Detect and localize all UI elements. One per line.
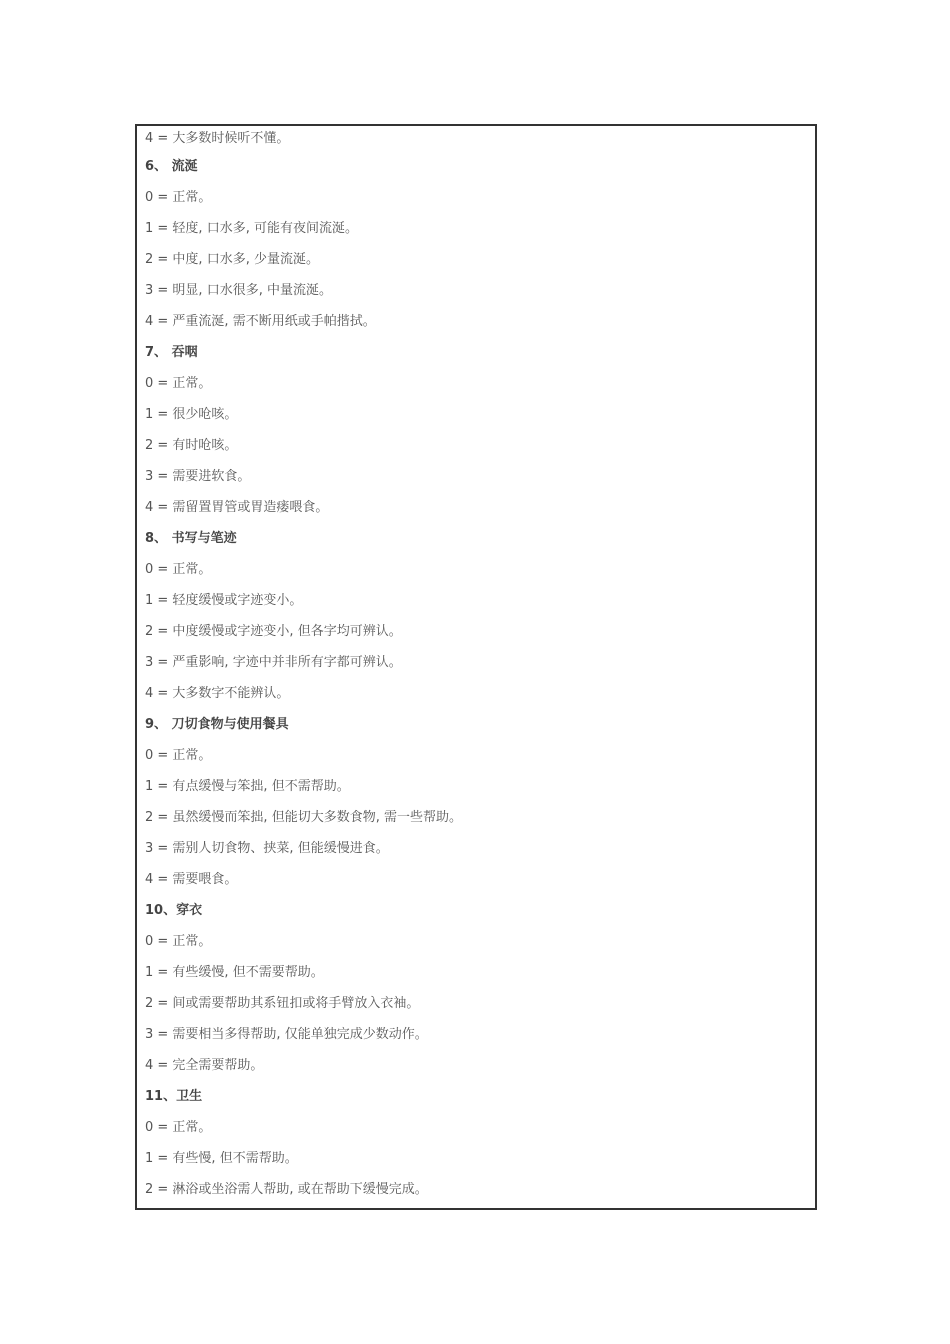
list-item: 0 = 正常。 bbox=[145, 190, 212, 205]
list-item: 1 = 有些缓慢, 但不需要帮助。 bbox=[145, 965, 324, 980]
list-item: 3 = 需要相当多得帮助, 仅能单独完成少数动作。 bbox=[145, 1027, 428, 1042]
list-item: 1 = 轻度, 口水多, 可能有夜间流涎。 bbox=[145, 221, 358, 236]
document-frame bbox=[135, 124, 817, 1210]
section-heading-swallowing: 7、 吞咽 bbox=[145, 345, 198, 360]
list-item: 4 = 需要喂食。 bbox=[145, 872, 238, 887]
list-item: 1 = 有些慢, 但不需帮助。 bbox=[145, 1151, 298, 1166]
list-item: 3 = 需要进软食。 bbox=[145, 469, 251, 484]
list-item: 3 = 严重影响, 字迹中并非所有字都可辨认。 bbox=[145, 655, 402, 670]
list-item: 3 = 明显, 口水很多, 中量流涎。 bbox=[145, 283, 332, 298]
list-item: 4 = 严重流涎, 需不断用纸或手帕揩拭。 bbox=[145, 314, 376, 329]
list-item: 1 = 有点缓慢与笨拙, 但不需帮助。 bbox=[145, 779, 350, 794]
list-item: 4 = 完全需要帮助。 bbox=[145, 1058, 264, 1073]
section-heading-cutting-food: 9、 刀切食物与使用餐具 bbox=[145, 717, 289, 732]
section-heading-hygiene: 11、卫生 bbox=[145, 1089, 203, 1104]
list-item: 4 = 需留置胃管或胃造瘘喂食。 bbox=[145, 500, 329, 515]
section-heading-dressing: 10、穿衣 bbox=[145, 903, 203, 918]
list-item: 0 = 正常。 bbox=[145, 934, 212, 949]
list-item: 2 = 中度, 口水多, 少量流涎。 bbox=[145, 252, 319, 267]
list-item: 2 = 虽然缓慢而笨拙, 但能切大多数食物, 需一些帮助。 bbox=[145, 810, 462, 825]
list-item: 2 = 有时呛咳。 bbox=[145, 438, 238, 453]
list-item: 3 = 需别人切食物、挟菜, 但能缓慢进食。 bbox=[145, 841, 389, 856]
section-heading-drooling: 6、 流涎 bbox=[145, 159, 198, 174]
document-content bbox=[145, 126, 807, 1208]
list-item: 4 = 大多数时候听不懂。 bbox=[145, 131, 290, 146]
list-item: 1 = 很少呛咳。 bbox=[145, 407, 238, 422]
list-item: 2 = 中度缓慢或字迹变小, 但各字均可辨认。 bbox=[145, 624, 402, 639]
list-item: 2 = 间或需要帮助其系钮扣或将手臂放入衣袖。 bbox=[145, 996, 420, 1011]
list-item: 0 = 正常。 bbox=[145, 1120, 212, 1135]
list-item: 4 = 大多数字不能辨认。 bbox=[145, 686, 290, 701]
section-heading-handwriting: 8、 书写与笔迹 bbox=[145, 531, 237, 546]
list-item: 0 = 正常。 bbox=[145, 748, 212, 763]
list-item: 1 = 轻度缓慢或字迹变小。 bbox=[145, 593, 303, 608]
list-item: 0 = 正常。 bbox=[145, 562, 212, 577]
list-item: 2 = 淋浴或坐浴需人帮助, 或在帮助下缓慢完成。 bbox=[145, 1182, 428, 1197]
list-item: 0 = 正常。 bbox=[145, 376, 212, 391]
